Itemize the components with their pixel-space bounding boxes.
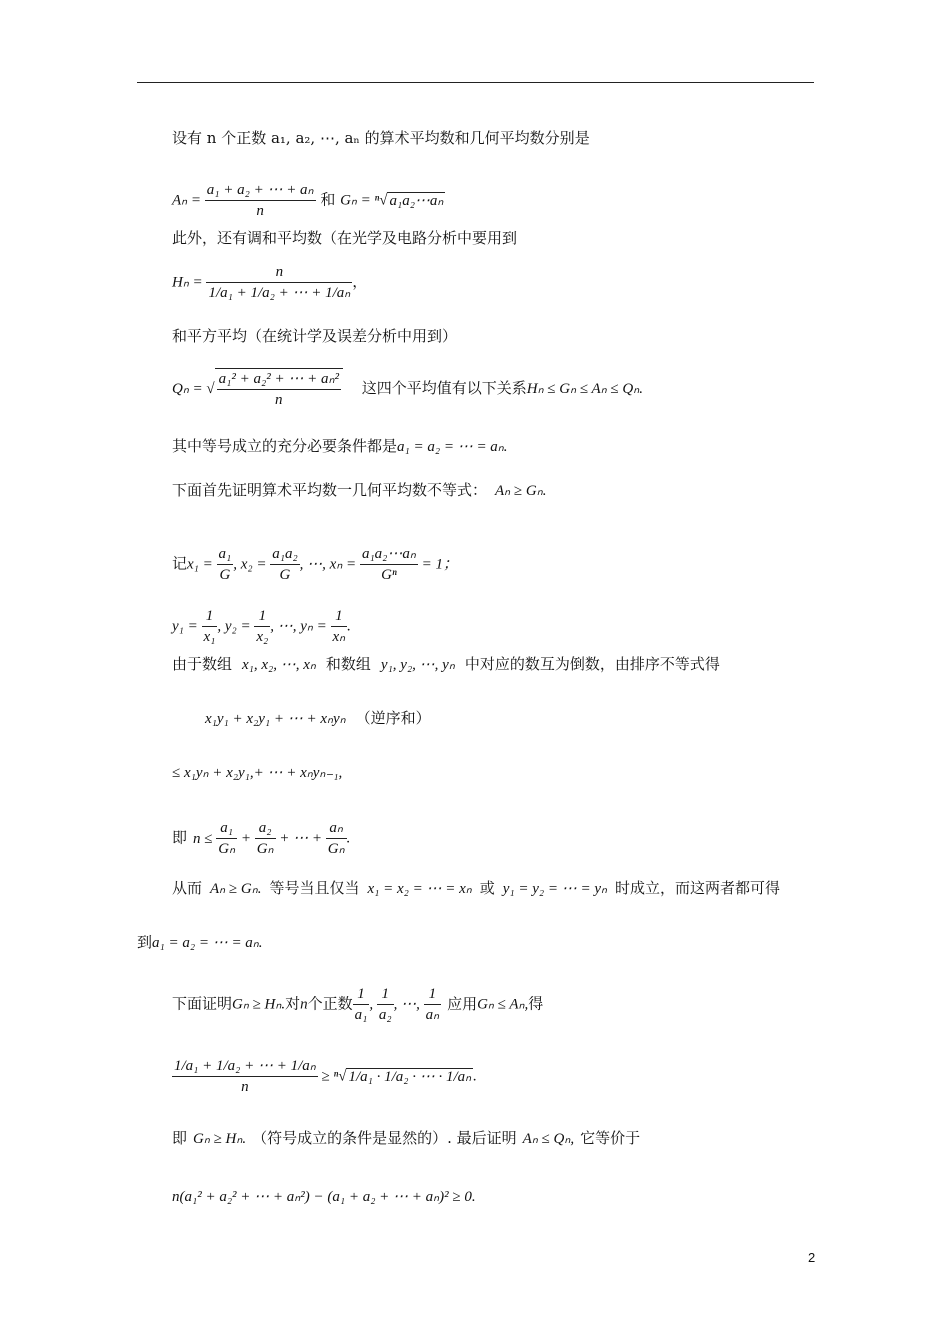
formula-mixed-sum: ≤ x₁yₙ + x₂y₁,+ ⋯ + xₙyₙ₋₁,: [172, 765, 343, 781]
formula-y-defs: y₁ = $\frac{1}{\text{x₁}}$ , y₂ = $\frac{1}{\text{x₂}}$ , ⋯, yₙ = $\frac{1}{\text{xₙ}}$ .: [172, 608, 351, 645]
header-rule: [137, 82, 814, 83]
formula-quadratic-mean: Qₙ = √ $\frac{\text{a₁² + a₂² + ⋯ + aₙ²}}{n}$ 这四个平均值有以下关系Hₙ ≤ Gₙ ≤ Aₙ ≤ Qₙ.: [172, 368, 643, 410]
formula-harmonic-geo: $\frac{\text{1/a₁ + 1/a₂ + ⋯ + 1/aₙ}}{n}$ ≥ ⁿ√ 1/a₁ · 1/a₂ · ⋯ · 1/aₙ .: [174, 1058, 477, 1095]
text-line-16: 到a₁ = a₂ = ⋯ = aₙ.: [137, 933, 263, 951]
formula-arith-geo-mean: Aₙ = $\frac{\text{a₁ + a₂ + ⋯ + aₙ}}{n}$ 和 Gₙ = ⁿ√ a₁a₂⋯aₙ: [172, 182, 444, 219]
formula-x-defs: 记x₁ = $\frac{\text{a₁}}{G}$ , x₂ = $\frac{\text{a₁a₂}}{G}$ , ⋯, xₙ = $\frac{\text{a₁a₂⋯aₙ}}{\text{Gⁿ}}$ = 1；: [172, 546, 458, 583]
text-line-17: 下面证明Gₙ ≥ Hₙ.对n个正数 $\frac{1}{\text{a₁}}$ , $\frac{1}{\text{a₂}}$ , ⋯, $\frac{1}{\text{aₙ}}$ 应用Gₙ ≤ Aₙ,得: [172, 986, 544, 1023]
text-line-1: 设有 n 个正数 a₁, a₂, ⋯, aₙ 的算术平均数和几何平均数分别是: [172, 129, 590, 147]
text-line-19: 即 Gₙ ≥ Hₙ. （符号成立的条件是显然的）. 最后证明 Aₙ ≤ Qₙ, 它等价于: [172, 1129, 641, 1147]
text-line-11: 由于数组 x₁, x₂, ⋯, xₙ 和数组 y₁, y₂, ⋯, yₙ 中对应的数互为倒数，由排序不等式得: [172, 655, 720, 673]
text-line-3: 此外，还有调和平均数（在光学及电路分析中要用到: [172, 229, 518, 247]
text-line-7: 其中等号成立的充分必要条件都是a₁ = a₂ = ⋯ = aₙ.: [172, 437, 508, 455]
text-line-15: 从而 Aₙ ≥ Gₙ. 等号当且仅当 x₁ = x₂ = ⋯ = xₙ 或 y₁ = y₂ = ⋯ = yₙ 时成立，而这两者都可得: [172, 879, 780, 897]
text-line-5: 和平方平均（在统计学及误差分析中用到）: [172, 327, 458, 345]
formula-harmonic-mean: Hₙ = $\frac{n}{\text{1/a₁ + 1/a₂ + ⋯ + 1/aₙ}}$ ，: [172, 264, 368, 301]
text-line-8: 下面首先证明算术平均数一几何平均数不等式： Aₙ ≥ Gₙ.: [172, 481, 547, 499]
page-number: 2: [808, 1250, 816, 1265]
formula-final: n(a₁² + a₂² + ⋯ + aₙ²) − (a₁ + a₂ + ⋯ + aₙ)² ≥ 0.: [172, 1189, 476, 1205]
formula-reverse-sum: x₁y₁ + x₂y₁ + ⋯ + xₙyₙ （逆序和）: [205, 709, 431, 727]
formula-n-bound: 即 n ≤ $\frac{\text{a₁}}{\text{Gₙ}}$ + $\frac{\text{a₂}}{\text{Gₙ}}$ + ⋯ + $\frac{\text{aₙ}}{\text{Gₙ}}$ .: [172, 820, 351, 857]
